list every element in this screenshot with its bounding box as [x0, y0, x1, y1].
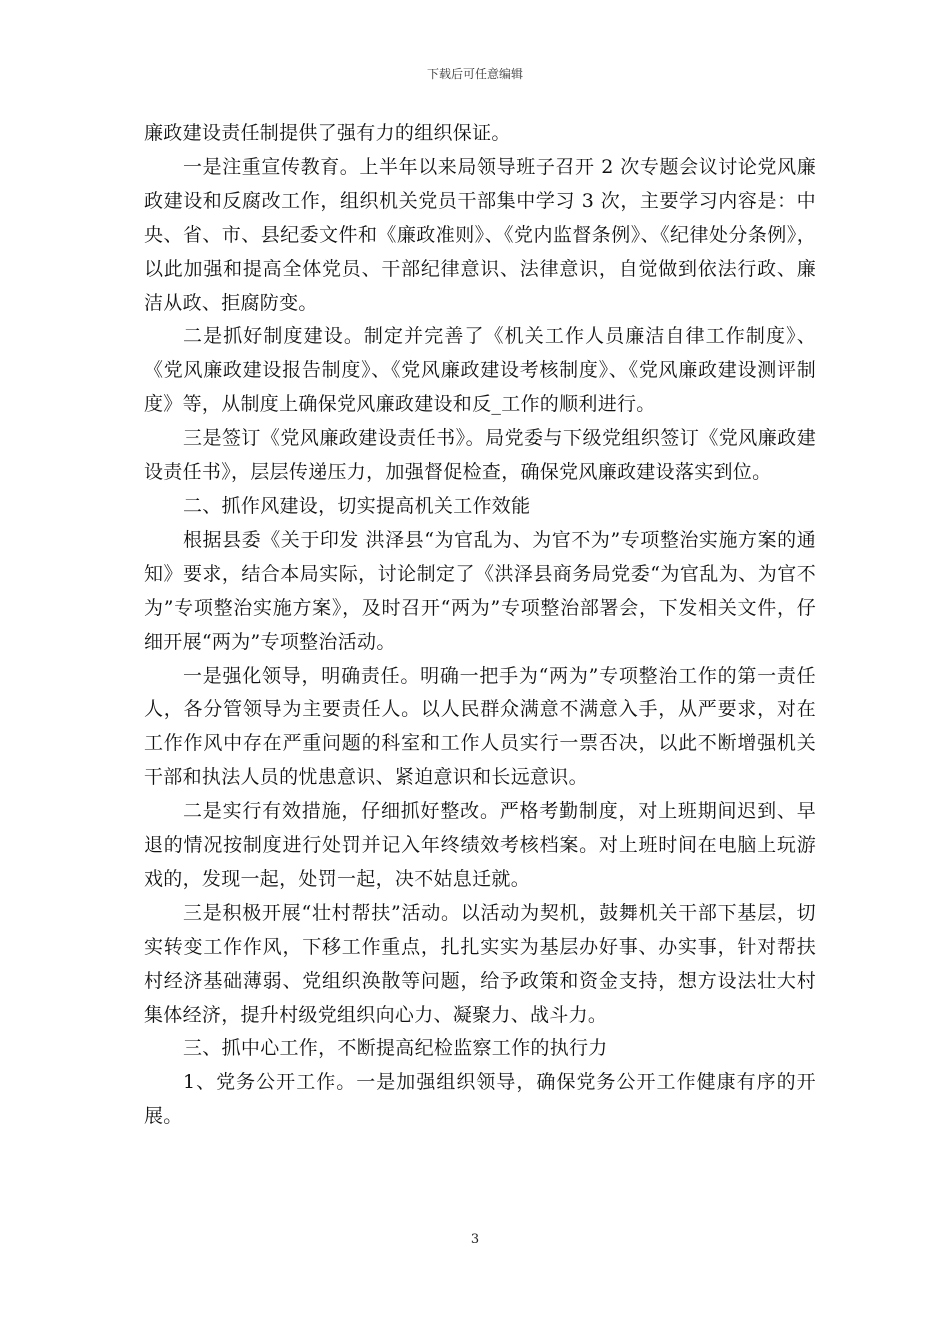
document-body [144, 117, 816, 1134]
page-header: 下载后可任意编辑 [426, 67, 523, 81]
paragraph-village-assistance: 三是积极开展“壮村帮扶”活动。以活动为契机，鼓舞机关干部下基层，切实转变工作作风，下移工作重点，扎扎实实为基层办好事、办实事，针对帮扶村经济基础薄弱、党组织涣散等问题，给予政策和资金支持，想方设法壮大村集体经济，提升村级党组织向心力、凝聚力、战斗力。 [144, 901, 816, 1026]
paragraph-special-rectification: 根据县委《关于印发 洪泽县“为官乱为、为官不为”专项整治实施方案的通知》要求，结合本局实际，讨论制定了《洪泽县商务局党委“为官乱为、为官不为”专项整治实施方案》，及时召开“两为”专项整治部署会，下发相关文件，仔细开展“两为”专项整治活动。 [144, 528, 816, 653]
paragraph-party-affairs-disclosure: 1、党务公开工作。一是加强组织领导，确保党务公开工作健康有序的开展。 [144, 1071, 816, 1128]
paragraph-leadership-responsibility: 一是强化领导，明确责任。明确一把手为“两为”专项整治工作的第一责任人，各分管领导为主要责任人。以人民群众满意不满意入手，从严要求，对在工作作风中存在严重问题的科室和工作人员实行一票否决，以此不断增强机关干部和执法人员的忧患意识、紧迫意识和长远意识。 [144, 664, 816, 789]
paragraph-effective-measures: 二是实行有效措施，仔细抓好整改。严格考勤制度，对上班期间迟到、早退的情况按制度进行处罚并记入年终绩效考核档案。对上班时间在电脑上玩游戏的，发现一起，处罚一起，决不姑息迁就。 [144, 800, 816, 890]
section-heading-work-style: 二、抓作风建设，切实提高机关工作效能 [183, 494, 531, 517]
page-number: 3 [470, 1232, 480, 1247]
paragraph-system-building: 二是抓好制度建设。制定并完善了《机关工作人员廉洁自律工作制度》、《党风廉政建设报告制度》、《党风廉政建设考核制度》、《党风廉政建设测评制度》等，从制度上确保党风廉政建设和反_工作的顺利进行。 [144, 325, 816, 416]
paragraph-responsibility-letter: 三是签订《党风廉政建设责任书》。局党委与下级党组织签订《党风廉政建设责任书》，层层传递压力，加强督促检查，确保党风廉政建设落实到位。 [144, 427, 816, 484]
paragraph-propaganda-education: 一是注重宣传教育。上半年以来局领导班子召开 2 次专题会议讨论党风廉政建设和反腐改工作，组织机关党员干部集中学习 3 次，主要学习内容是：中央、省、市、县纪委文件和《廉政准则》、《党内监督条例》、《纪律处分条例》，以此加强和提高全体党员、干部纪律意识、法律意识，自觉做到依法行政、廉洁从政、拒腐防变。 [144, 155, 816, 314]
section-heading-central-work: 三、抓中心工作，不断提高纪检监察工作的执行力 [183, 1037, 608, 1060]
paragraph-continuation: 廉政建设责任制提供了强有力的组织保证。 [144, 122, 511, 144]
